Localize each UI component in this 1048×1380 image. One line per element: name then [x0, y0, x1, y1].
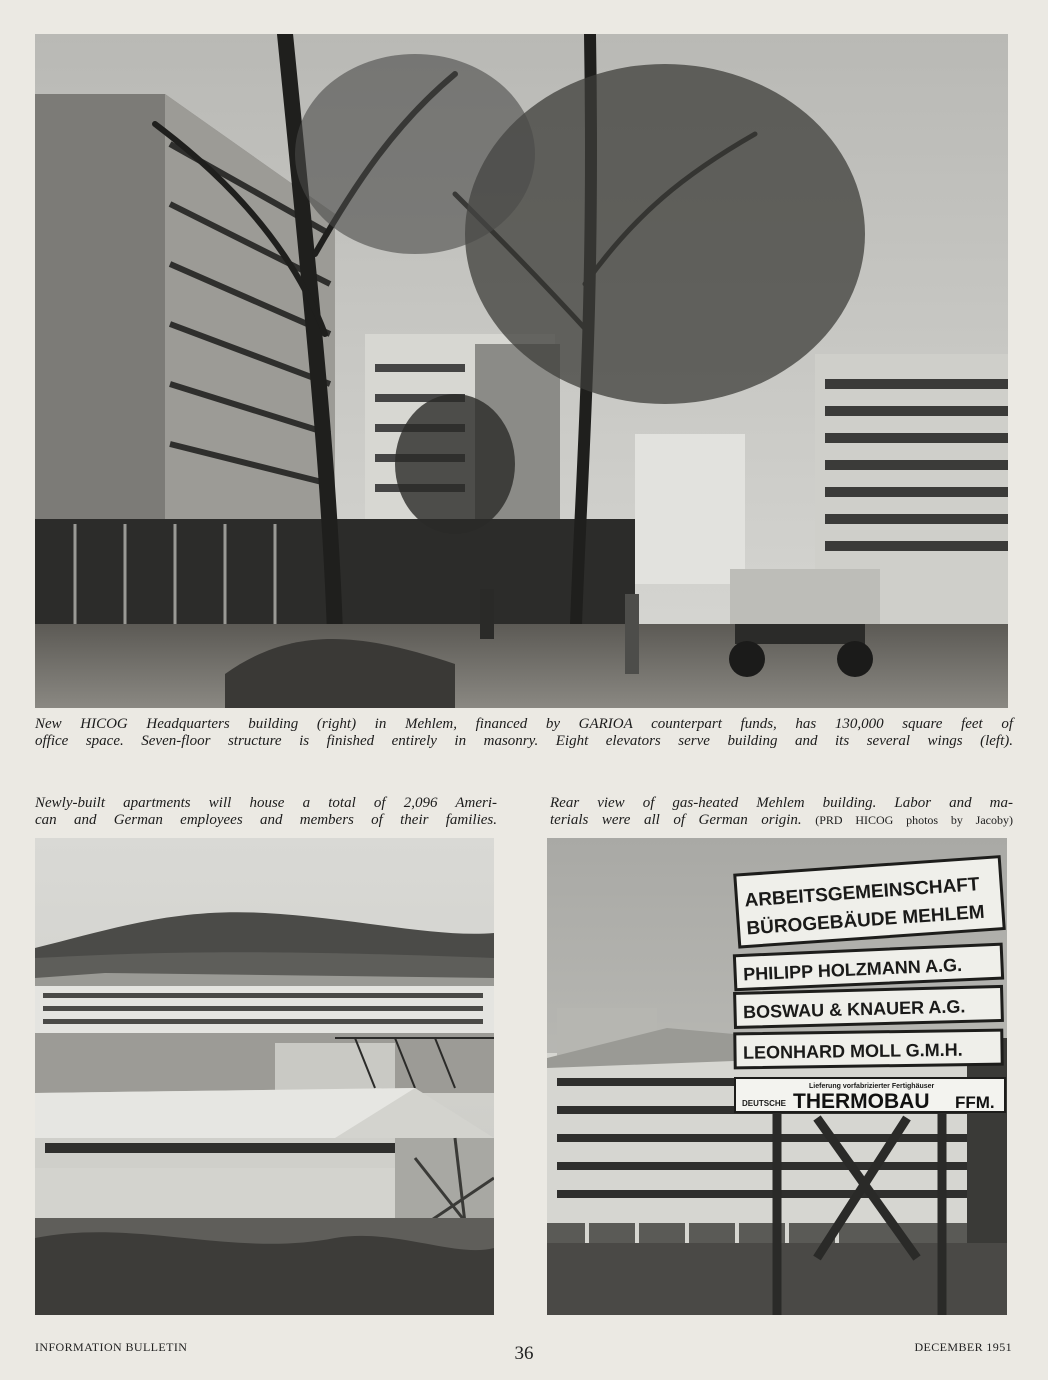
- footer-date: DECEMBER 1951: [914, 1340, 1012, 1354]
- page-number: 36: [514, 1343, 534, 1364]
- headquarters-caption-line1: New HICOG Headquarters building (right) in Mehlem, financed by GARIOA counterpart funds, has 130,000 square feet of: [35, 716, 1013, 732]
- rear-view-caption-line1: Rear view of gas-heated Mehlem building. Labor and ma-: [550, 795, 1013, 811]
- rear-view-caption-line2: terials were all of German origin.: [550, 812, 802, 828]
- apartments-caption: [35, 795, 497, 829]
- photo-credit: (PRD HICOG photos by Jacoby): [815, 813, 1013, 827]
- sign-line3: PHILIPP HOLZMANN A.G.: [742, 954, 963, 985]
- headquarters-caption: [35, 716, 1013, 750]
- headquarters-caption-line2: office space. Seven-floor structure is finished entirely in masonry. Eight elevators serve building and its several wings (left).: [35, 733, 1013, 749]
- sign-line2: BÜROGEBÄUDE MEHLEM: [745, 901, 986, 940]
- rear-view-photo: [547, 838, 1007, 1315]
- apartments-photo: [35, 838, 494, 1315]
- rear-view-caption: [550, 795, 1013, 829]
- sign-small-line: Lieferung vorfabrizierter Fertighäuser: [809, 1083, 935, 1090]
- sign-ffm: FFM.: [955, 1093, 995, 1112]
- footer-publication: INFORMATION BULLETIN: [35, 1340, 188, 1354]
- sign-deutsche: DEUTSCHE: [742, 1099, 787, 1108]
- sign-line4: BOSWAU & KNAUER A.G.: [742, 996, 966, 1023]
- apartments-caption-line2: can and German employees and members of their families.: [35, 812, 497, 828]
- sign-line5: LEONHARD MOLL G.M.H.: [742, 1039, 963, 1063]
- apartments-caption-line1: Newly-built apartments will house a total of 2,096 Ameri-: [35, 795, 497, 811]
- sign-thermobau: THERMOBAU: [793, 1090, 930, 1113]
- headquarters-photo: [35, 34, 1008, 708]
- sign-line1: ARBEITSGEMEINSCHAFT: [743, 874, 981, 912]
